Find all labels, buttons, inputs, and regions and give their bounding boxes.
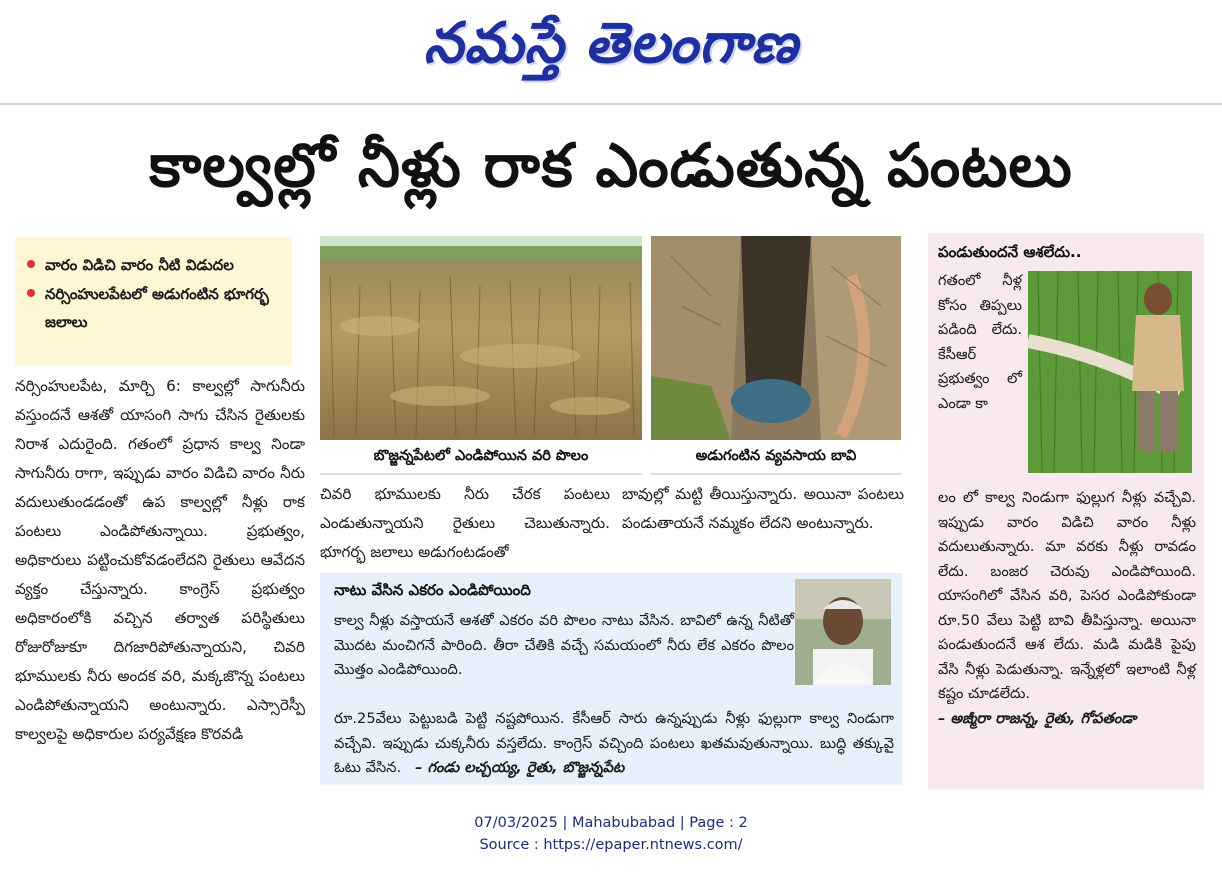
- page-footer: [0, 812, 1222, 856]
- story-column-left: నర్సింహులపేట, మార్చి 6: కాల్వల్లో సాగునీరు వస్తుందనే ఆశతో యాసంగి సాగు చేసిన రైతులకు నిరాశ ఎదురైంది. గతంలో ప్రధాన కాల్వ నిండా సాగునీరు రాగా, ఇప్పుడు వారం విడిచి వారం నీరు వదులుతుండడంతో ఉప కాల్వల్లో నీళ్లు రాక పంటలు ఎండిపోతున్నాయి. ప్రభుత్వం, అధికారులు పట్టించుకోవడంలేదని రైతులు ఆవేదన వ్యక్తం చేస్తున్నారు. కాంగ్రెస్ ప్రభుత్వం అధికారంలోకి వచ్చిన తర్వాత పరిస్థితులు రోజురోజుకూ దిగజారిపోతున్నాయని, చివరి భూములకు నీరు అందక వరి, మక్కజొన్న పంటలు ఎండిపోతున్నాయని అంటున్నారు. ఎస్సారెస్పీ కాల్వలపై అధికారుల పర్యవేక్షణ కొరవడి: [15, 377, 305, 743]
- well-photo-caption: అడుగంటిన వ్యవసాయ బావి: [651, 443, 901, 475]
- side-box-text: లం లో కాల్వ నిండుగా ఫుల్లుగ నీళ్లు వచ్చేవి. ఇప్పుడు వారం విడిచి వారం నీళ్లు వదులుతున్నారు. మా వరకు నీళ్లు రావడం లేదు. బంజర చెరువు ఎండిపోయింది. యాసంగిలో వేసిన వరి, పెసర ఎండిపోకుండా రూ.50 వేలు పెట్టి బావి తీపిస్తున్నా. అయినా పండుతుందనే ఆశ లేదు. మడి మడికి పైపు వేసి నీళ్లు పెడుతున్నా. ఇన్నేళ్లలో ఇలాంటి నీళ్ల కష్టం చూడలేదు.: [938, 489, 1196, 702]
- side-box-narrow-text: గతంలో నీళ్ల కోసం తిప్పలు పడింది లేదు. కేసీఆర్ ప్రభుత్వం లో ఎండా కా: [938, 272, 1022, 412]
- masthead: [0, 0, 1222, 100]
- highlight-item: [27, 251, 282, 280]
- farmer-watering-photo: [1028, 271, 1192, 473]
- quote-body-top: కాల్వ నీళ్లు వస్తాయనే ఆశతో ఎకరం వరి పొలం నాటు వేసిన. బావిలో ఉన్న నీటితో మొదట మంచిగనే పారింది. తీరా చేతికి వచ్చే సమయంలో నీరు లేక ఎకరం పొలం మొత్తం ఎండిపోయింది.: [334, 612, 794, 678]
- dry-paddy-field-photo: [320, 236, 642, 440]
- masthead-divider: [0, 103, 1222, 105]
- quote-body-bottom: [334, 707, 894, 781]
- bullet-icon: [27, 260, 35, 268]
- dry-well-photo: [651, 236, 901, 440]
- side-box-attribution: – అజ్మీరా రాజన్న, రైతు, గోపతండా: [938, 709, 1137, 727]
- highlight-item: [27, 280, 282, 337]
- footer-source: Source : https://epaper.ntnews.com/: [479, 837, 743, 853]
- story-column-middle-1: చివరి భూములకు నీరు చేరక పంటలు ఎండుతున్నాయని రైతులు చెబుతున్నారు. భూగర్భ జలాలు అడుగంటడంతో: [320, 485, 610, 561]
- newspaper-logo-title: నమస్తే తెలంగాణ: [423, 10, 799, 76]
- highlight-text: వారం విడిచి వారం నీటి విడుదల: [45, 256, 234, 274]
- side-box-title: పండుతుందనే ఆశలేదు..: [938, 243, 1082, 261]
- field-photo-caption: బొజ్జన్నపేటలో ఎండిపోయిన వరి పొలం: [320, 443, 642, 475]
- quote-body-text: రూ.25వేలు పెట్టుబడి పెట్టి నష్టపోయిన. కేసీఆర్ సారు ఉన్నప్పుడు నీళ్లు ఫుల్లుగా కాల్వ నిండుగా వచ్చేవి. ఇప్పుడు చుక్కనీరు వస్తలేదు. కాంగ్రెస్ వచ్చింది పంటలు ఖతమవుతున్నాయి. బుద్ధి తక్కువై ఓటు వేసిన.: [334, 710, 894, 776]
- article-headline: కాల్వల్లో నీళ్లు రాక ఎండుతున్న పంటలు: [149, 131, 1073, 201]
- story-column-middle-2: బావుల్లో మట్టి తీయిస్తున్నారు. అయినా పంటలు పండుతాయనే నమ్మకం లేదని అంటున్నారు.: [622, 485, 904, 532]
- footer-date-edition: 07/03/2025 | Mahabubabad | Page : 2: [474, 815, 748, 831]
- farmer-quote-box: [320, 573, 902, 785]
- highlights-box: [15, 237, 292, 365]
- side-box-full-text: [938, 486, 1196, 731]
- bullet-icon: [27, 289, 35, 297]
- side-quote-box: [928, 233, 1204, 789]
- quote-attribution: – గండు లచ్చయ్య, రైతు, బొజ్జన్నపేట: [415, 759, 625, 776]
- quote-box-title: నాటు వేసిన ఎకరం ఎండిపోయింది: [334, 581, 531, 599]
- farmer-portrait-photo: [795, 579, 891, 685]
- highlight-text: నర్సింహులపేటలో అడుగంటిన భూగర్భ జలాలు: [45, 284, 269, 331]
